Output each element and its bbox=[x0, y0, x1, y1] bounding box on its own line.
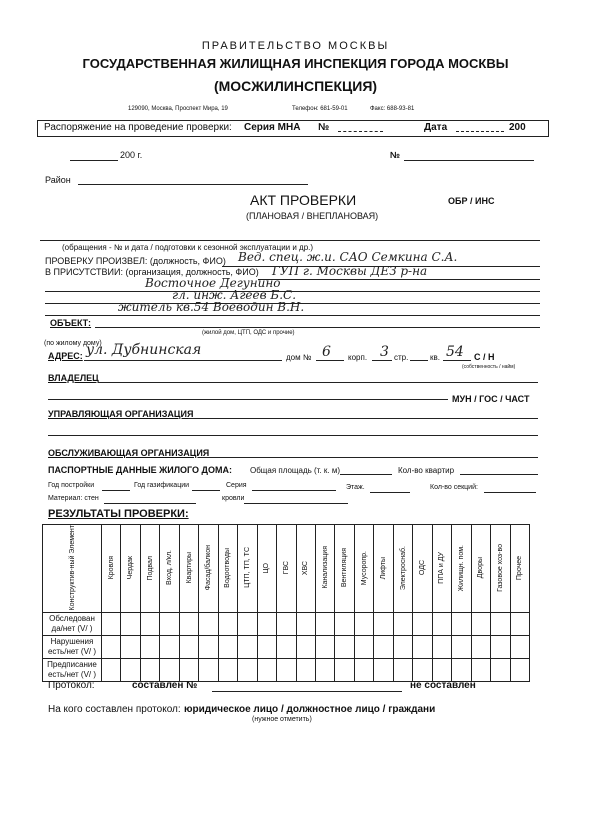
table-cell[interactable] bbox=[121, 659, 140, 682]
order-number-label: № bbox=[318, 122, 330, 133]
table-column-header: Мусоропр. bbox=[354, 525, 373, 613]
table-cell[interactable] bbox=[452, 613, 471, 636]
str-label: стр. bbox=[394, 353, 409, 362]
org-phone: Телефон: 681-59-01 bbox=[292, 106, 348, 112]
apt-type-hint: (собственность / найм) bbox=[462, 364, 516, 370]
table-column-header: Квартиры bbox=[179, 525, 198, 613]
org-fax: Факс: 688-93-81 bbox=[370, 106, 415, 112]
object-hint: (жилой дом, ЦТП, ОДС и прочие) bbox=[202, 330, 295, 336]
org-short: (МОСЖИЛИНСПЕКЦИЯ) bbox=[213, 78, 378, 94]
table-cell[interactable] bbox=[452, 636, 471, 659]
table-cell[interactable] bbox=[374, 636, 393, 659]
table-cell[interactable] bbox=[179, 636, 198, 659]
apt-label: кв. bbox=[430, 353, 440, 362]
table-cell[interactable] bbox=[102, 636, 121, 659]
table-column-header: Дворы bbox=[471, 525, 490, 613]
table-row-label: Нарушения есть/нет (V/ ) bbox=[43, 636, 102, 659]
table-column-header: ОДС bbox=[413, 525, 432, 613]
protocol-made: составлен № bbox=[132, 680, 198, 691]
table-cell[interactable] bbox=[510, 613, 529, 636]
presence-value-1: ГУП г. Москвы ДЕЗ р-на bbox=[272, 264, 428, 278]
doc-date: 200 г. bbox=[120, 150, 143, 160]
table-cell[interactable] bbox=[277, 659, 296, 682]
table-cell[interactable] bbox=[354, 659, 373, 682]
gov-header: ПРАВИТЕЛЬСТВО МОСКВЫ bbox=[201, 40, 390, 52]
passport-label: ПАСПОРТНЫЕ ДАННЫЕ ЖИЛОГО ДОМА: bbox=[48, 465, 232, 475]
table-cell[interactable] bbox=[238, 636, 257, 659]
apt-type: С / Н bbox=[474, 352, 495, 362]
table-cell[interactable] bbox=[160, 659, 179, 682]
table-cell[interactable] bbox=[413, 613, 432, 636]
presence-value-4: житель кв.54 Воеводин В.Н. bbox=[118, 300, 305, 314]
table-cell[interactable] bbox=[238, 613, 257, 636]
presence-value-3: гл. инж. Агеев Б.С. bbox=[172, 288, 297, 302]
order-date-label: Дата bbox=[424, 122, 448, 133]
table-column-header: ЦТП, ТП, ТС bbox=[238, 525, 257, 613]
table-cell[interactable] bbox=[121, 613, 140, 636]
table-cell[interactable] bbox=[218, 659, 237, 682]
address-label: АДРЕС: bbox=[48, 351, 83, 361]
gas-year-label: Год газификации bbox=[134, 482, 190, 489]
table-cell[interactable] bbox=[452, 659, 471, 682]
protocol-note: (нужное отметить) bbox=[252, 716, 312, 723]
house-label: дом № bbox=[286, 353, 312, 362]
table-column-header: ГВС bbox=[277, 525, 296, 613]
table-cell[interactable] bbox=[393, 636, 412, 659]
district-label: Район bbox=[45, 175, 71, 185]
table-column-header: Прочее bbox=[510, 525, 529, 613]
table-cell[interactable] bbox=[471, 636, 490, 659]
table-cell[interactable] bbox=[413, 659, 432, 682]
table-row-label: Предписание есть/нет (V/ ) bbox=[43, 659, 102, 682]
table-cell[interactable] bbox=[471, 659, 490, 682]
table-column-header: Электроснаб. bbox=[393, 525, 412, 613]
table-cell[interactable] bbox=[315, 636, 334, 659]
table-cell[interactable] bbox=[491, 636, 510, 659]
table-cell[interactable] bbox=[257, 659, 276, 682]
table-cell[interactable] bbox=[432, 659, 451, 682]
table-cell[interactable] bbox=[179, 613, 198, 636]
floors-label: Этаж. bbox=[346, 484, 365, 491]
table-cell[interactable] bbox=[277, 636, 296, 659]
flats-label: Кол-во квартир bbox=[398, 466, 455, 475]
table-cell[interactable] bbox=[102, 613, 121, 636]
apt-value: 54 bbox=[446, 344, 464, 360]
street-value: ул. Дубнинская bbox=[86, 342, 202, 358]
inspector-value: Вед. спец. ж.и. САО Семкина С.А. bbox=[238, 250, 458, 264]
table-cell[interactable] bbox=[374, 659, 393, 682]
managing-org-label: УПРАВЛЯЮЩАЯ ОРГАНИЗАЦИЯ bbox=[48, 409, 194, 419]
table-cell[interactable] bbox=[335, 636, 354, 659]
table-cell[interactable] bbox=[510, 659, 529, 682]
table-cell[interactable] bbox=[160, 613, 179, 636]
table-cell[interactable] bbox=[238, 659, 257, 682]
table-corner: Конструктив-ный Элемент bbox=[43, 525, 102, 613]
table-column-header: Жилищн. пом. bbox=[452, 525, 471, 613]
table-column-header: Газовое хоз-во bbox=[491, 525, 510, 613]
table-cell[interactable] bbox=[199, 613, 218, 636]
table-cell[interactable] bbox=[296, 613, 315, 636]
table-cell[interactable] bbox=[354, 636, 373, 659]
protocol-label: Протокол: bbox=[48, 680, 95, 691]
table-column-header: ХВС bbox=[296, 525, 315, 613]
order-label: Распоряжение на проведение проверки: bbox=[44, 122, 232, 133]
protocol-for-label: На кого составлен протокол: bbox=[48, 704, 181, 715]
house-value: 6 bbox=[322, 344, 331, 360]
presence-value-2: Восточное Дегунино bbox=[145, 276, 281, 290]
korp-value: 3 bbox=[380, 344, 389, 360]
table-cell[interactable] bbox=[140, 659, 159, 682]
table-row bbox=[43, 613, 530, 636]
table-cell[interactable] bbox=[393, 613, 412, 636]
presence-label: В ПРИСУТСТВИИ: (организация, должность, ФИО) bbox=[45, 267, 259, 277]
table-row bbox=[43, 659, 530, 682]
results-title: РЕЗУЛЬТАТЫ ПРОВЕРКИ: bbox=[48, 508, 189, 520]
table-column-header: Водоотводы bbox=[218, 525, 237, 613]
page-subtitle: (ПЛАНОВАЯ / ВНЕПЛАНОВАЯ) bbox=[246, 211, 379, 221]
table-cell[interactable] bbox=[121, 636, 140, 659]
table-column-header: Фасад/балкон bbox=[199, 525, 218, 613]
table-cell[interactable] bbox=[218, 636, 237, 659]
order-series: Серия МНА bbox=[244, 122, 301, 133]
table-cell[interactable] bbox=[199, 636, 218, 659]
korp-label: корп. bbox=[348, 353, 368, 362]
table-cell[interactable] bbox=[491, 659, 510, 682]
table-column-header: Лифты bbox=[374, 525, 393, 613]
sections-label: Кол-во секций: bbox=[430, 484, 478, 491]
table-cell[interactable] bbox=[491, 613, 510, 636]
by-house-hint: (по жилому дому) bbox=[44, 340, 102, 347]
table-cell[interactable] bbox=[296, 636, 315, 659]
owner-label: ВЛАДЕЛЕЦ bbox=[48, 373, 99, 383]
table-cell[interactable] bbox=[335, 659, 354, 682]
table-cell[interactable] bbox=[296, 659, 315, 682]
protocol-who: юридическое лицо / должностное лицо / граждани bbox=[184, 704, 436, 715]
table-cell[interactable] bbox=[510, 636, 529, 659]
table-cell[interactable] bbox=[335, 613, 354, 636]
table-column-header: Вход, л/кл. bbox=[160, 525, 179, 613]
table-column-header: ЦО bbox=[257, 525, 276, 613]
table-cell[interactable] bbox=[354, 613, 373, 636]
table-cell[interactable] bbox=[179, 659, 198, 682]
table-cell[interactable] bbox=[140, 636, 159, 659]
object-label: ОБЪЕКТ: bbox=[50, 318, 92, 328]
doc-number-label: № bbox=[390, 150, 401, 160]
table-column-header: Подвал bbox=[140, 525, 159, 613]
table-cell[interactable] bbox=[199, 659, 218, 682]
table-cell[interactable] bbox=[374, 613, 393, 636]
walls-label: Материал: стен bbox=[48, 495, 99, 502]
table-row bbox=[43, 636, 530, 659]
table-column-header: Вентиляция bbox=[335, 525, 354, 613]
servicing-org-label: ОБСЛУЖИВАЮЩАЯ ОРГАНИЗАЦИЯ bbox=[48, 448, 210, 458]
table-cell[interactable] bbox=[432, 613, 451, 636]
roof-label: кровли bbox=[222, 495, 245, 502]
table-cell[interactable] bbox=[257, 613, 276, 636]
table-cell[interactable] bbox=[102, 659, 121, 682]
org-name: ГОСУДАРСТВЕННАЯ ЖИЛИЩНАЯ ИНСПЕКЦИЯ ГОРОДА МОСКВЫ bbox=[82, 56, 509, 71]
table-cell[interactable] bbox=[160, 636, 179, 659]
order-box bbox=[37, 120, 549, 137]
table-cell[interactable] bbox=[315, 659, 334, 682]
ownership-type: МУН / ГОС / ЧАСТ bbox=[452, 394, 530, 404]
table-cell[interactable] bbox=[140, 613, 159, 636]
table-column-header: ППА и ДУ bbox=[432, 525, 451, 613]
org-address: 129090, Москва, Проспект Мира, 19 bbox=[128, 106, 228, 112]
table-cell[interactable] bbox=[257, 636, 276, 659]
area-label: Общая площадь (т. к. м) bbox=[250, 466, 341, 475]
table-cell[interactable] bbox=[277, 613, 296, 636]
order-date-year: 200 bbox=[509, 122, 526, 133]
year-label: Год постройки bbox=[48, 482, 95, 489]
series-label: Серия bbox=[226, 482, 247, 489]
basis-hint: (обращения - № и дата / подготовки к сезонной эксплуатации и др.) bbox=[62, 243, 314, 252]
protocol-not-made: не составлен bbox=[410, 680, 476, 691]
table-cell[interactable] bbox=[393, 659, 412, 682]
table-cell[interactable] bbox=[413, 636, 432, 659]
table-column-header: Кровля bbox=[102, 525, 121, 613]
table-cell[interactable] bbox=[471, 613, 490, 636]
table-cell[interactable] bbox=[432, 636, 451, 659]
page-title: АКТ ПРОВЕРКИ bbox=[250, 192, 357, 208]
table-row-label: Обследован да/нет (V/ ) bbox=[43, 613, 102, 636]
table-cell[interactable] bbox=[315, 613, 334, 636]
table-cell[interactable] bbox=[218, 613, 237, 636]
results-table bbox=[42, 524, 530, 682]
inspector-label: ПРОВЕРКУ ПРОИЗВЕЛ: (должность, ФИО) bbox=[45, 256, 226, 266]
title-code: ОБР / ИНС bbox=[448, 196, 495, 206]
table-column-header: Чердак bbox=[121, 525, 140, 613]
table-column-header: Канализация bbox=[315, 525, 334, 613]
